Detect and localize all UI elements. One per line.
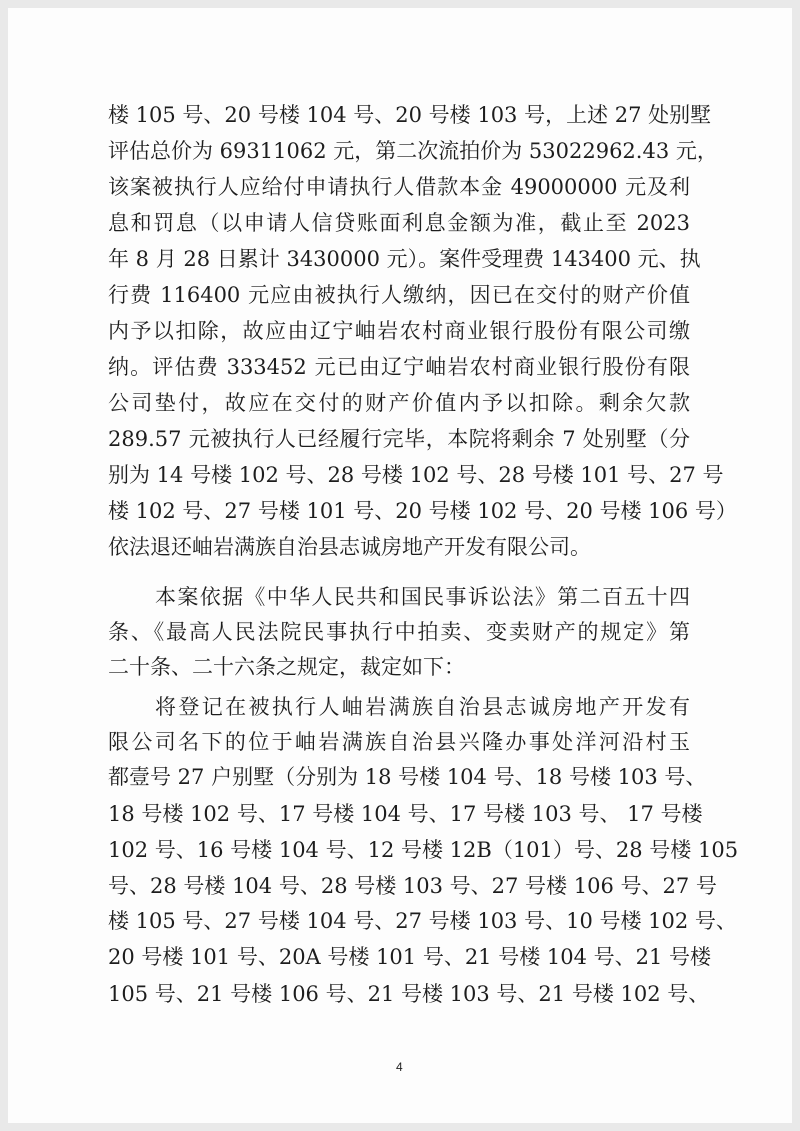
text-line: 纳。评估费 333452 元已由辽宁岫岩农村商业银行股份有限	[108, 355, 690, 379]
text-line: 18 号楼 102 号、17 号楼 104 号、17 号楼 103 号、 17 号楼	[108, 802, 703, 826]
text-line: 二十条、二十六条之规定，裁定如下：	[108, 655, 465, 679]
document-page	[8, 8, 792, 1123]
text-line: 限公司名下的位于岫岩满族自治县兴隆办事处洋河沿村玉	[108, 730, 690, 754]
text-line: 依法退还岫岩满族自治县志诚房地产开发有限公司。	[108, 535, 591, 559]
text-line: 别为 14 号楼 102 号、28 号楼 102 号、28 号楼 101 号、27 号	[108, 463, 724, 487]
text-line: 号、28 号楼 104 号、28 号楼 103 号、27 号楼 106 号、27 号	[108, 874, 717, 898]
text-line: 该案被执行人应给付申请执行人借款本金 49000000 元及利	[108, 175, 690, 199]
text-line: 年 8 月 28 日累计 3430000 元）。案件受理费 143400 元、执	[108, 247, 701, 271]
text-line: 289.57 元被执行人已经履行完毕，本院将剩余 7 处别墅（分	[108, 427, 690, 451]
text-line: 行费 116400 元应由被执行人缴纳，因已在交付的财产价值	[108, 283, 690, 307]
text-line: 将登记在被执行人岫岩满族自治县志诚房地产开发有	[155, 695, 690, 719]
text-line: 本案依据《中华人民共和国民事诉讼法》第二百五十四	[155, 585, 690, 609]
text-line: 内予以扣除，故应由辽宁岫岩农村商业银行股份有限公司缴	[108, 319, 690, 343]
text-line: 105 号、21 号楼 106 号、21 号楼 103 号、21 号楼 102 号、	[108, 982, 710, 1006]
page-number: 4	[396, 1060, 403, 1074]
text-line: 都壹号 27 户别墅（分别为 18 号楼 104 号、18 号楼 103 号、	[108, 765, 707, 789]
text-line: 楼 102 号、27 号楼 101 号、20 号楼 102 号、20 号楼 106 号）	[108, 499, 737, 523]
text-line: 20 号楼 101 号、20A 号楼 101 号、21 号楼 104 号、21 号楼	[108, 945, 712, 969]
text-line: 息和罚息（以申请人信贷账面利息金额为准，截止至 2023	[108, 211, 690, 235]
text-line: 楼 105 号、27 号楼 104 号、27 号楼 103 号、10 号楼 102 号、	[108, 909, 737, 933]
text-line: 条、《最高人民法院民事执行中拍卖、变卖财产的规定》第	[108, 620, 690, 644]
text-line: 公司垫付，故应在交付的财产价值内予以扣除。剩余欠款	[108, 391, 690, 415]
text-line: 102 号、16 号楼 104 号、12 号楼 12B（101）号、28 号楼 105	[108, 838, 739, 862]
text-line: 评估总价为 69311062 元，第二次流拍价为 53022962.43 元，	[108, 139, 718, 163]
text-line: 楼 105 号、20 号楼 104 号、20 号楼 103 号，上述 27 处别墅	[108, 103, 712, 127]
